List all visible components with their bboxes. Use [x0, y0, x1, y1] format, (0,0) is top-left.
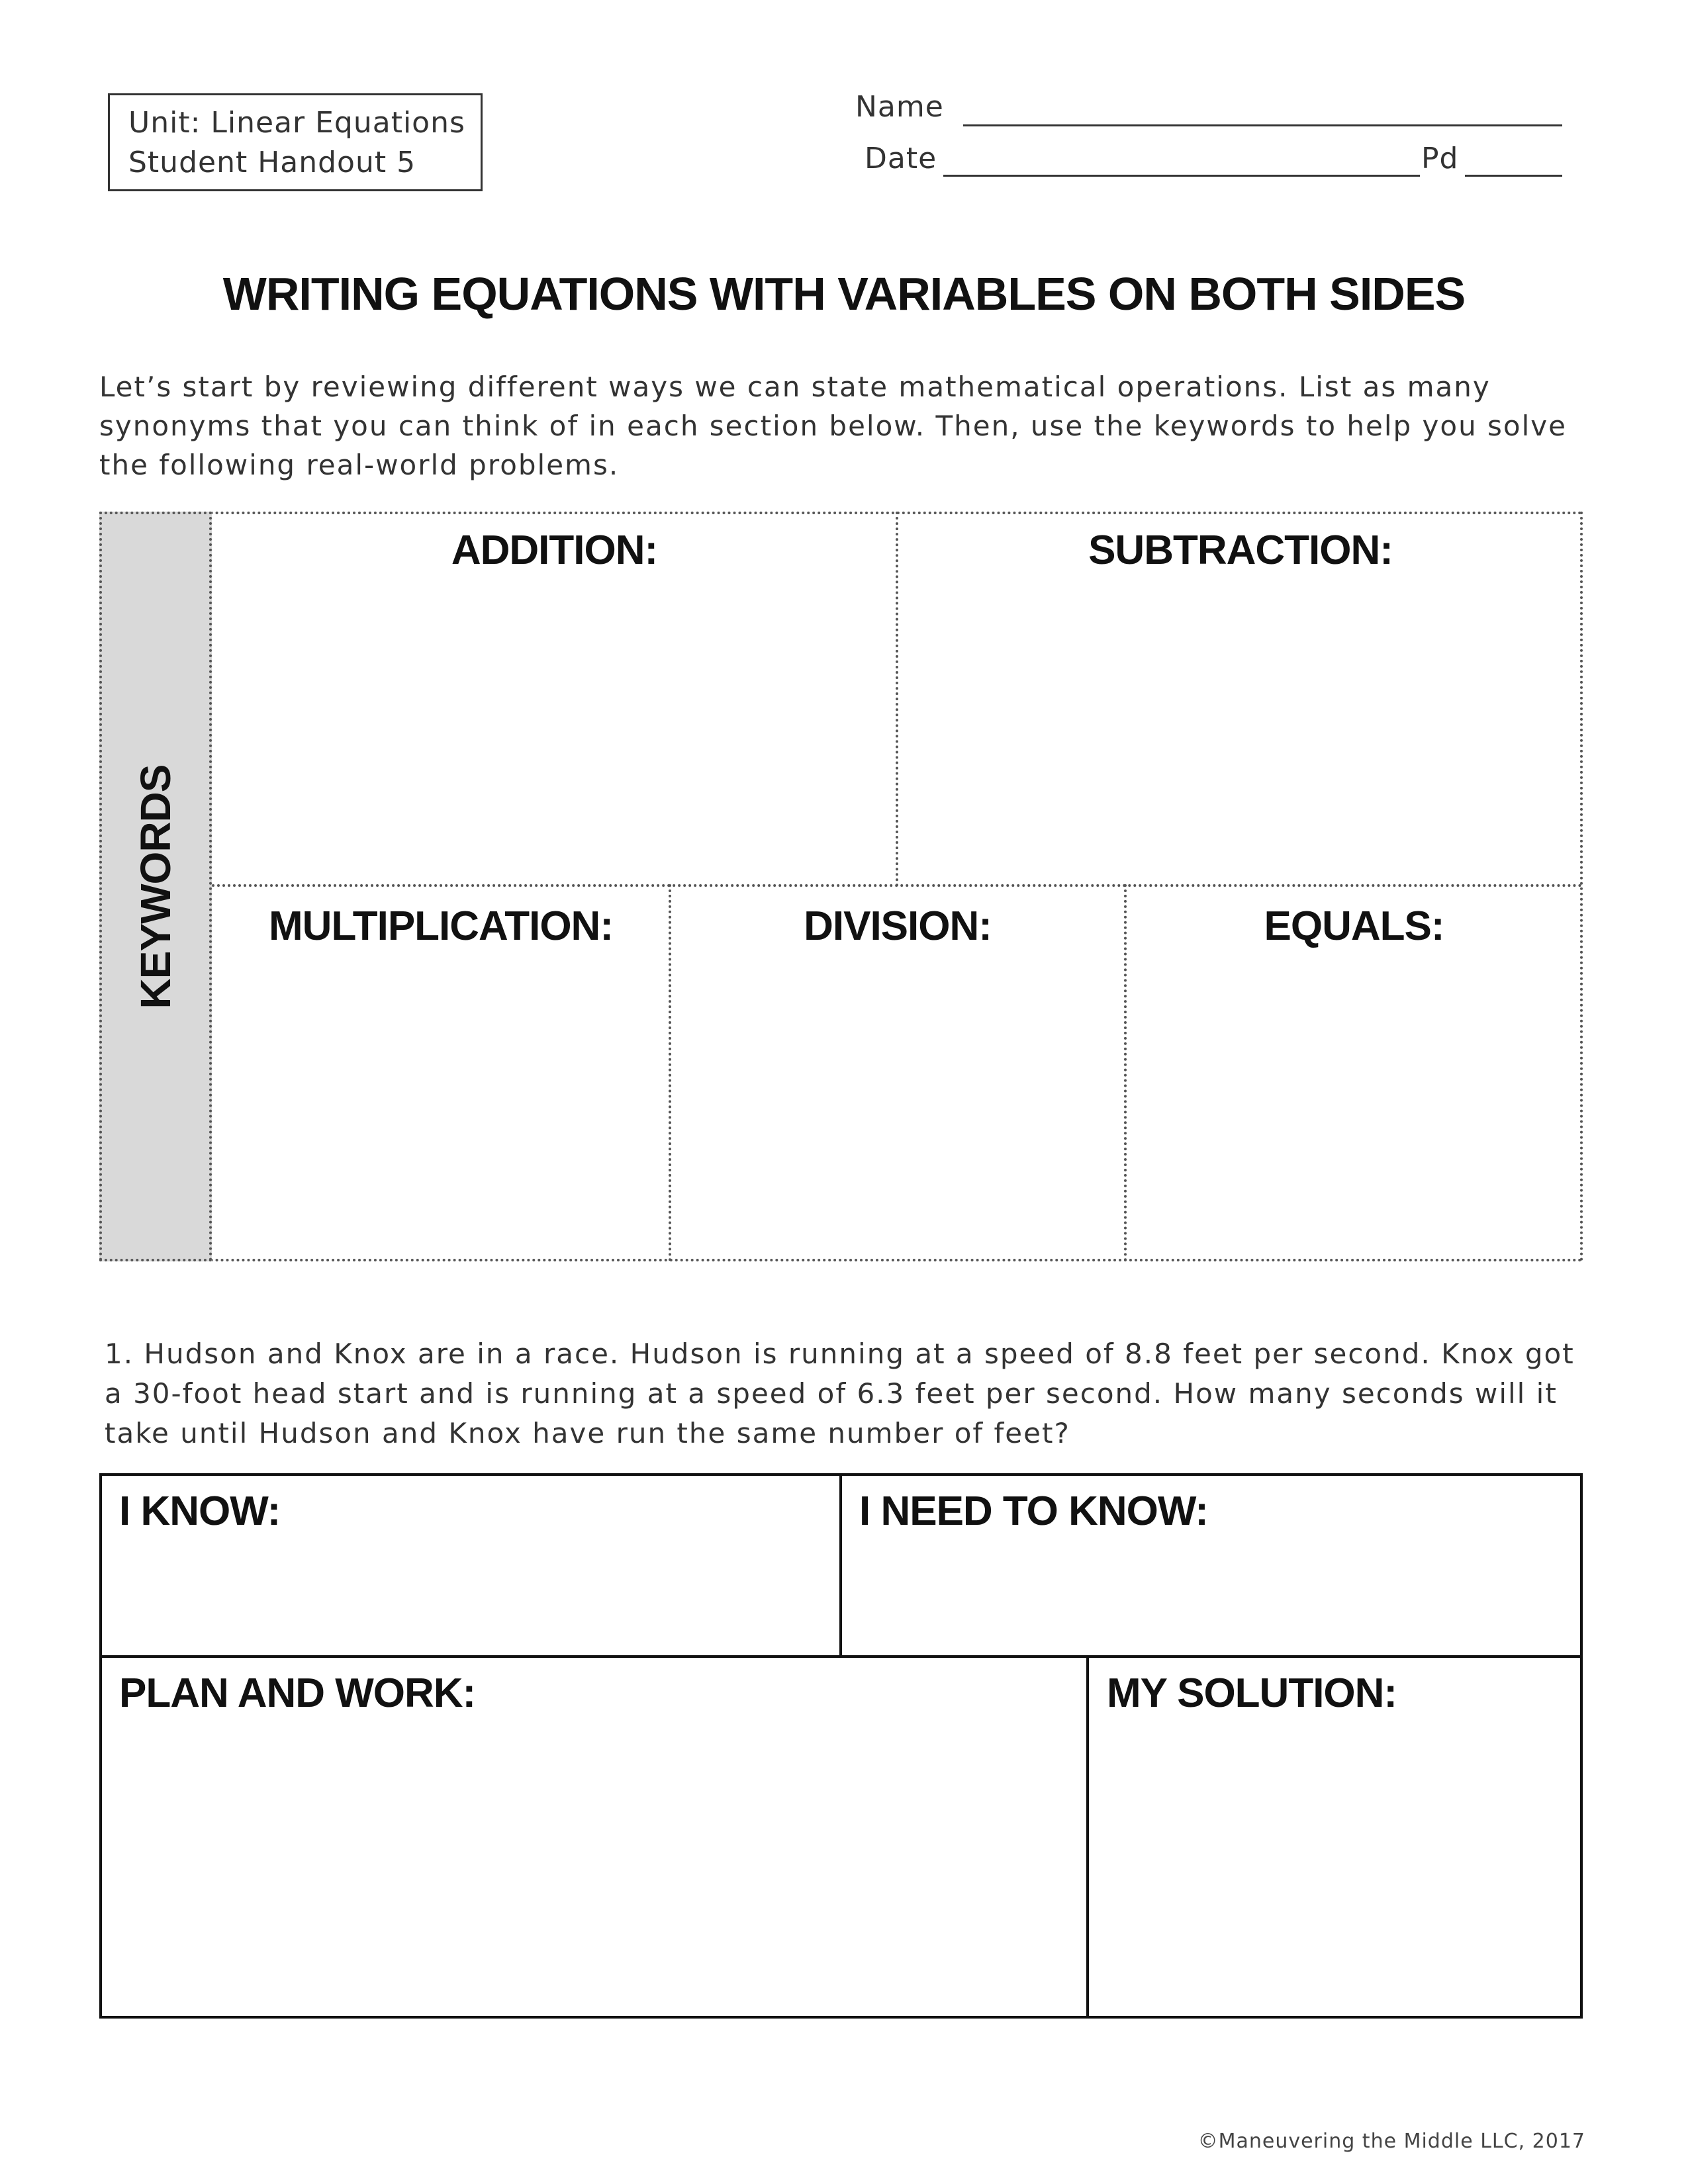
multiplication-answer-area[interactable] [218, 960, 662, 1251]
name-field[interactable] [963, 124, 1562, 126]
divider [839, 1473, 842, 1658]
i-need-to-know-heading: I NEED TO KNOW: [859, 1488, 1208, 1534]
page-title: WRITING EQUATIONS WITH VARIABLES ON BOTH SIDES [222, 268, 1466, 320]
date-field[interactable] [943, 175, 1420, 177]
name-label: Name [855, 90, 944, 124]
unit-info-box [108, 93, 483, 191]
my-solution-answer-area[interactable] [1102, 1727, 1569, 2005]
subtraction-answer-area[interactable] [905, 582, 1573, 874]
date-label: Date [865, 142, 937, 175]
i-know-heading: I KNOW: [119, 1488, 281, 1534]
subtraction-heading: SUBTRACTION: [1088, 527, 1393, 573]
copyright-footer: ©Maneuvering the Middle LLC, 2017 [1197, 2130, 1585, 2153]
divider [1086, 1655, 1089, 2019]
keywords-side-label: KEYWORDS [132, 764, 179, 1009]
divider [99, 1655, 1583, 1658]
i-know-answer-area[interactable] [113, 1542, 827, 1648]
addition-answer-area[interactable] [218, 582, 887, 874]
equals-answer-area[interactable] [1132, 960, 1575, 1251]
division-answer-area[interactable] [677, 960, 1117, 1251]
plan-and-work-heading: PLAN AND WORK: [119, 1670, 476, 1716]
i-need-to-know-answer-area[interactable] [854, 1542, 1569, 1648]
multiplication-heading: MULTIPLICATION: [269, 903, 613, 949]
addition-heading: ADDITION: [451, 527, 658, 573]
handout-line: Student Handout 5 [128, 146, 416, 179]
period-label: Pd [1421, 142, 1459, 175]
intro-paragraph: Let’s start by reviewing different ways we can state mathematical operations. List as many synonyms that you can think of in each section below. Then, use the keywords to help you solve the following real-world problems. [99, 371, 1567, 481]
equals-heading: EQUALS: [1264, 903, 1444, 949]
problem-1-text: 1. Hudson and Knox are in a race. Hudson is running at a speed of 8.8 feet per second. Knox got a 30-foot head start and is running at a speed of 6.3 feet per second. How many seconds will it take until Hudson and Knox have run the same number of feet? [105, 1338, 1575, 1449]
my-solution-heading: MY SOLUTION: [1107, 1670, 1397, 1716]
division-heading: DIVISION: [804, 903, 992, 949]
divider [212, 884, 1583, 887]
period-field[interactable] [1465, 175, 1562, 177]
plan-and-work-answer-area[interactable] [113, 1727, 1072, 2005]
keywords-side-panel [99, 512, 212, 1261]
unit-line: Unit: Linear Equations [128, 106, 465, 140]
